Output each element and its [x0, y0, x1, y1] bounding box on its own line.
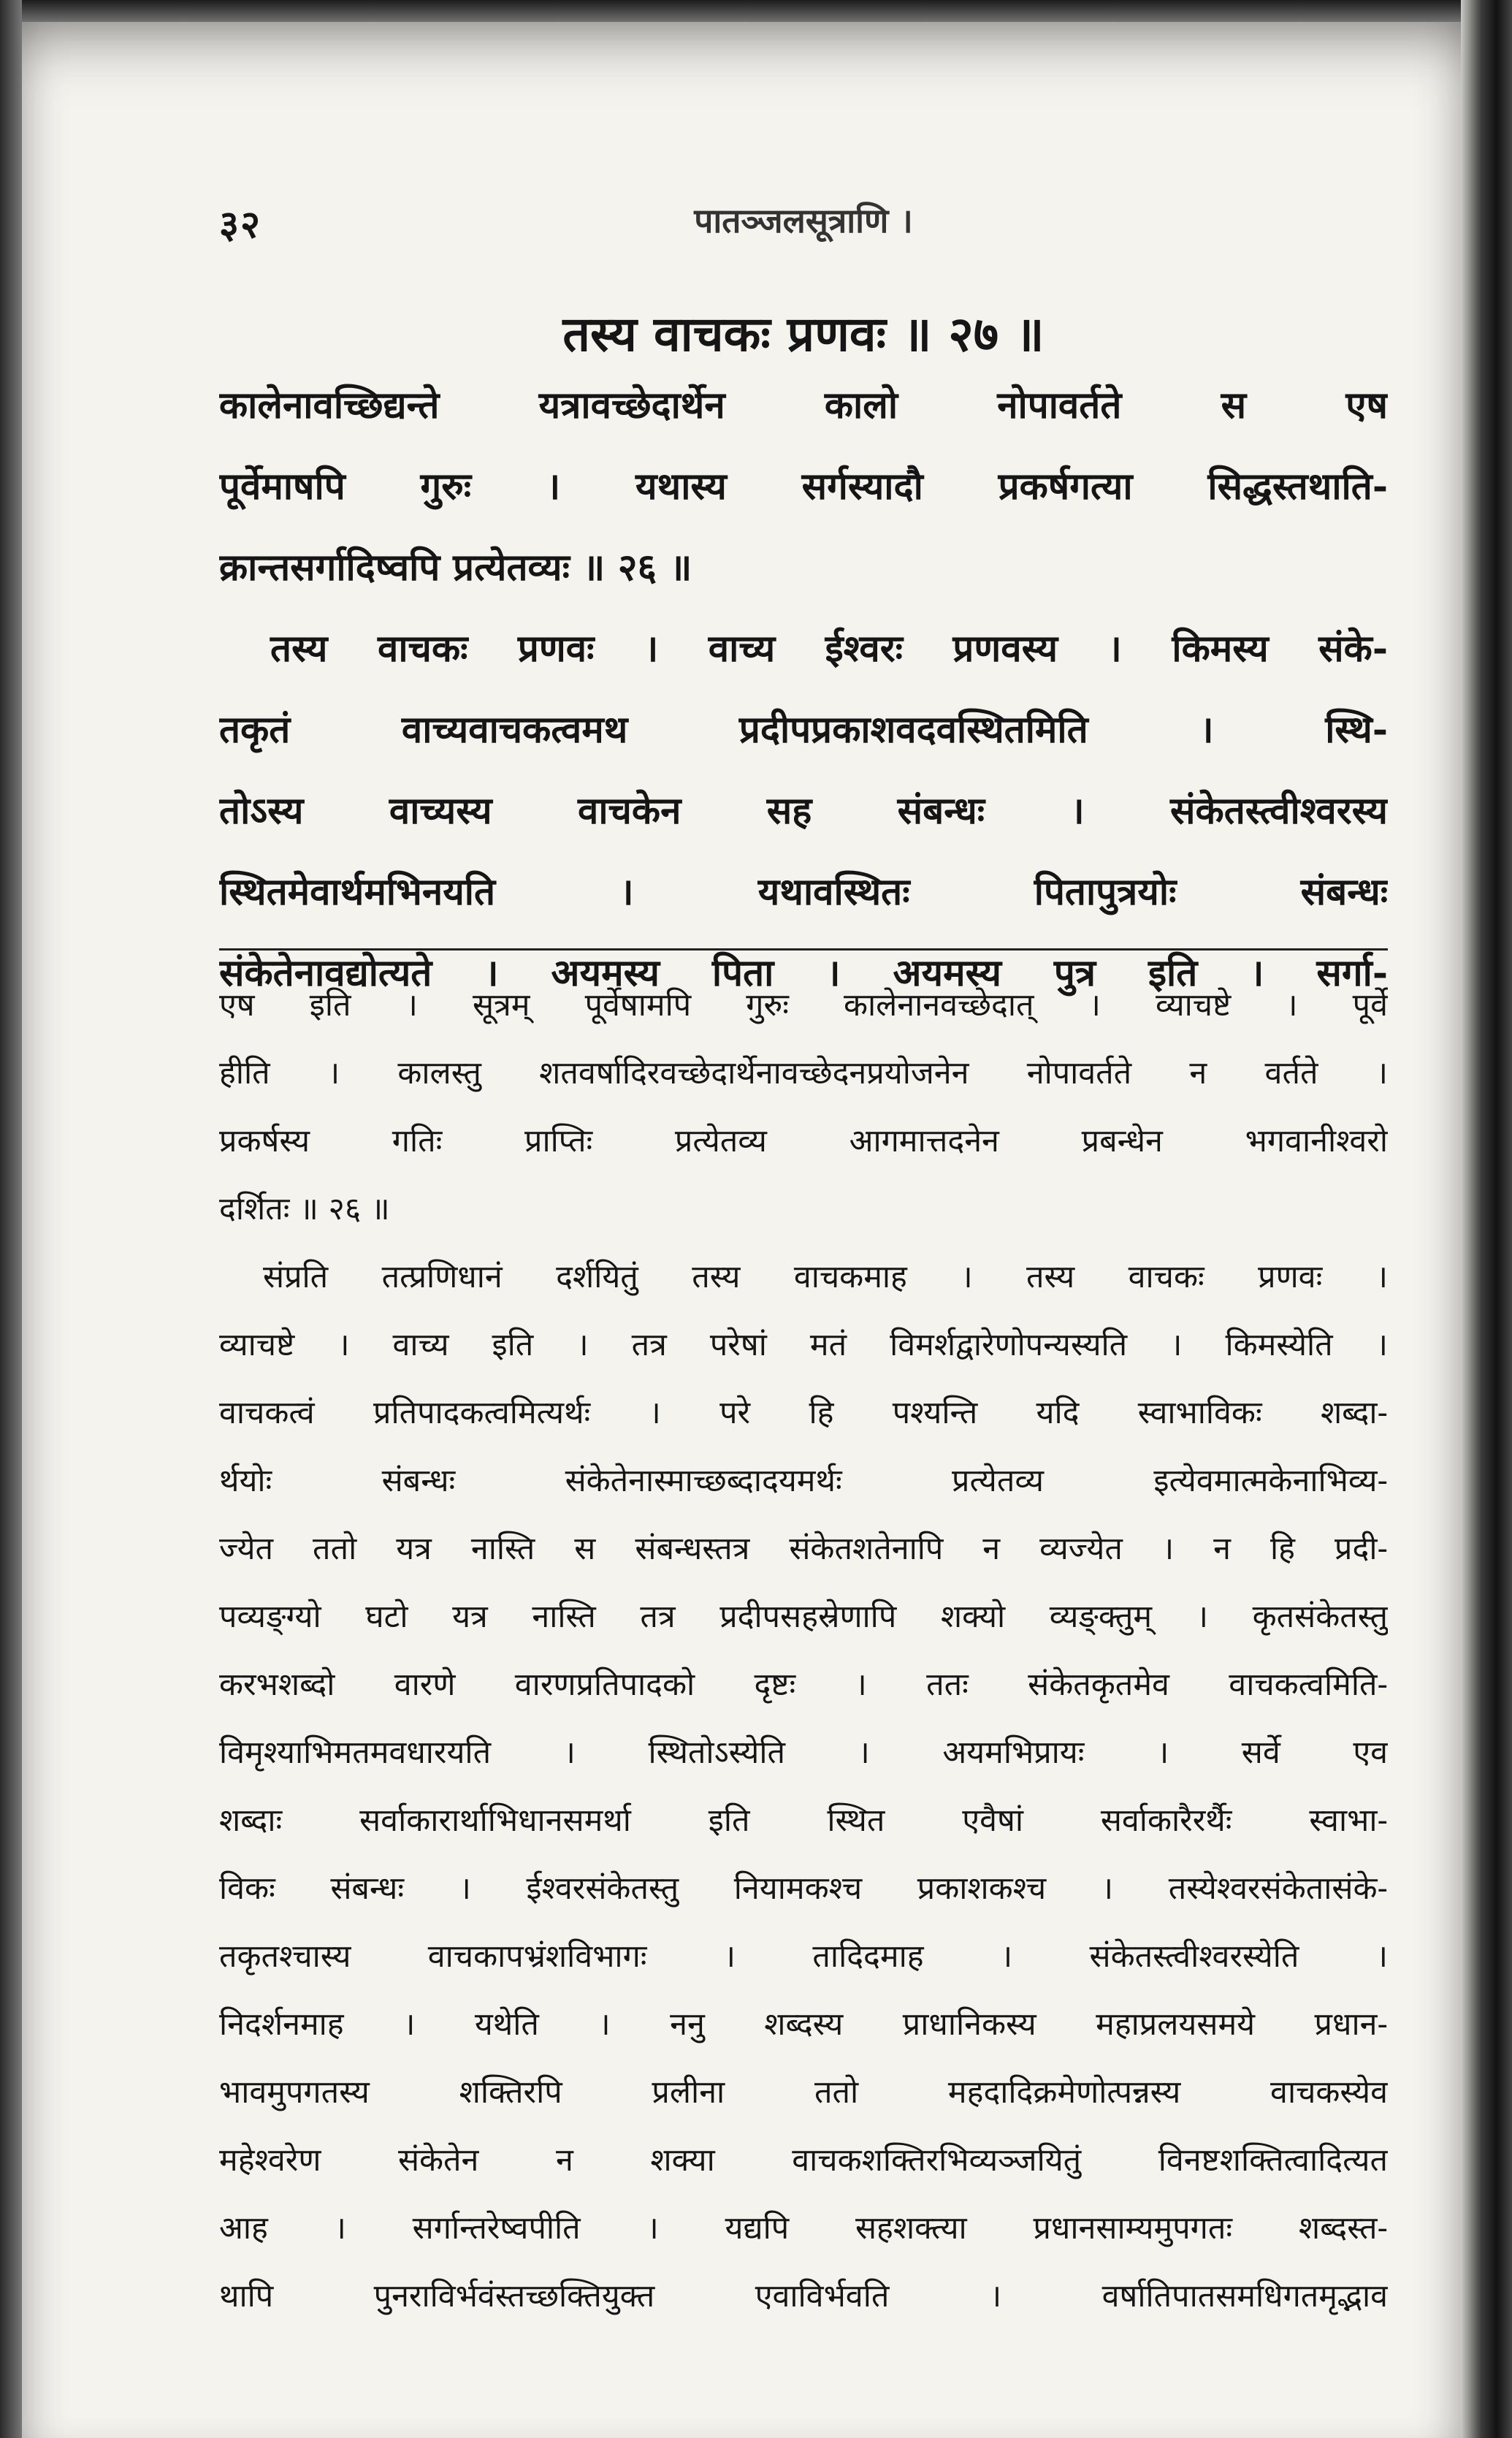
bhashya-line: क्रान्तसर्गादिष्वपि प्रत्येतव्यः ॥ २६ ॥: [219, 546, 692, 590]
bhashya-line: पूर्वेमाषपि गुरुः । यथास्य सर्गस्यादौ प्रकर्षगत्या सिद्धस्तथाति-: [219, 465, 1388, 508]
footnote-divider: [219, 948, 1388, 951]
tika-line: पव्यङ्ग्यो घटो यत्र नास्ति तत्र प्रदीपसहस्रेणापि शक्यो व्यङ्क्तुम् । कृतसंकेतस्तु: [219, 1599, 1388, 1635]
tika-line: विमृश्याभिमतमवधारयति । स्थितोऽस्येति । अयमभिप्रायः । सर्वे एव: [219, 1734, 1388, 1771]
tika-line: र्थयोः संबन्धः संकेतेनास्माच्छब्दादयमर्थः प्रत्येतव्य इत्येवमात्मकेनाभिव्य-: [219, 1463, 1388, 1499]
tika-line: एष इति । सूत्रम् पूर्वेषामपि गुरुः कालेनानवच्छेदात् । व्याचष्टे । पूर्वे: [219, 987, 1388, 1024]
bhashya-line: स्थितमेवार्थमभिनयति । यथावस्थितः पितापुत्रयोः संबन्धः: [219, 870, 1388, 914]
tika-line: वाचकत्वं प्रतिपादकत्वमित्यर्थः । परे हि पश्यन्ति यदि स्वाभाविकः शब्दा-: [219, 1395, 1388, 1431]
bhashya-line: तोऽस्य वाच्यस्य वाचकेन सह संबन्धः । संकेतस्त्वीश्वरस्य: [219, 789, 1388, 833]
scan-right-edge: [1461, 0, 1512, 2438]
sutra-heading: तस्य वाचकः प्रणवः ॥ २७ ॥: [562, 305, 1045, 362]
running-title: पातञ्जलसूत्राणि ।: [694, 201, 913, 240]
bhashya-line: कालेनावच्छिद्यन्ते यत्रावच्छेदार्थेन कालो नोपावर्तते स एष: [219, 384, 1388, 427]
tika-line: तकृतश्चास्य वाचकापभ्रंशविभागः । तादिदमाह । संकेतस्त्वीश्वरस्येति ।: [219, 1938, 1388, 1975]
scan-left-edge: [0, 0, 22, 2438]
tika-line: आह । सर्गान्तरेष्वपीति । यद्यपि सहशक्त्या प्रधानसाम्यमुपगतः शब्दस्त-: [219, 2210, 1388, 2247]
tika-line: करभशब्दो वारणे वारणप्रतिपादको दृष्टः । ततः संकेतकृतमेव वाचकत्वमिति-: [219, 1666, 1388, 1703]
tika-line: विकः संबन्धः । ईश्वरसंकेतस्तु नियामकश्च प्रकाशकश्च । तस्येश्वरसंकेतासंके-: [219, 1870, 1388, 1907]
book-page: [22, 22, 1461, 2438]
tika-commentary: [219, 972, 1388, 2331]
page-number: ३२: [219, 202, 262, 247]
tika-line: शब्दाः सर्वाकारार्थाभिधानसमर्था इति स्थित एवैषां सर्वाकारैरर्थैः स्वाभा-: [219, 1802, 1388, 1839]
bhashya-line: तकृतं वाच्यवाचकत्वमथ प्रदीपप्रकाशवदवस्थितमिति । स्थि-: [219, 708, 1388, 752]
tika-line: भावमुपगतस्य शक्तिरपि प्रलीना ततो महदादिक्रमेणोत्पन्नस्य वाचकस्येव: [219, 2074, 1388, 2111]
tika-line: ज्येत ततो यत्र नास्ति स संबन्धस्तत्र संकेतशतेनापि न व्यज्येत । न हि प्रदी-: [219, 1531, 1388, 1567]
tika-line: प्रकर्षस्य गतिः प्राप्तिः प्रत्येतव्य आगमात्तदनेन प्रबन्धेन भगवानीश्वरो: [219, 1123, 1388, 1159]
tika-line: दर्शितः ॥ २६ ॥: [219, 1191, 390, 1227]
tika-line: महेश्वरेण संकेतेन न शक्या वाचकशक्तिरभिव्यञ्जयितुं विनष्टशक्तित्वादित्यत: [219, 2142, 1388, 2179]
page-header: [219, 197, 1388, 256]
bhashya-text: [219, 365, 1388, 1014]
tika-line: हीति । कालस्तु शतवर्षादिरवच्छेदार्थेनावच्छेदनप्रयोजनेन नोपावर्तते न वर्तते ।: [219, 1055, 1388, 1092]
bhashya-line: संकेतेनावद्योत्यते । अयमस्य पिता । अयमस्य पुत्र इति । सर्गा-: [219, 951, 1388, 995]
tika-line: व्याचष्टे । वाच्य इति । तत्र परेषां मतं विमर्शद्वारेणोपन्यस्यति । किमस्येति ।: [219, 1327, 1388, 1363]
bhashya-line: तस्य वाचकः प्रणवः । वाच्य ईश्वरः प्रणवस्य । किमस्य संके-: [270, 627, 1388, 671]
tika-line: संप्रति तत्प्रणिधानं दर्शयितुं तस्य वाचकमाह । तस्य वाचकः प्रणवः ।: [263, 1259, 1388, 1295]
tika-line: निदर्शनमाह । यथेति । ननु शब्दस्य प्राधानिकस्य महाप्रलयसमये प्रधान-: [219, 2006, 1388, 2043]
tika-line: थापि पुनराविर्भवंस्तच्छक्तियुक्त एवाविर्भवति । वर्षातिपातसमधिगतमृद्भाव: [219, 2278, 1388, 2315]
